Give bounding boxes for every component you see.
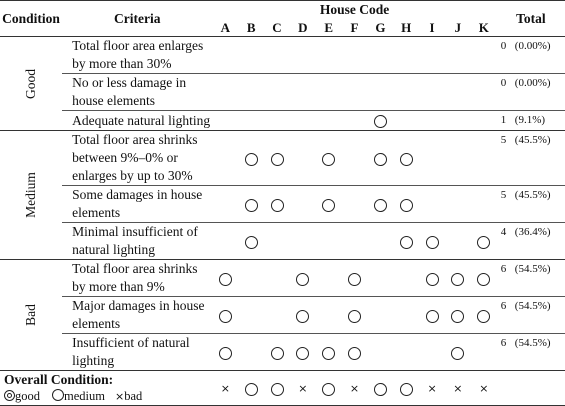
house-cell-b bbox=[238, 37, 264, 74]
circle-mark-icon bbox=[374, 199, 387, 212]
house-code-a: A bbox=[212, 19, 238, 37]
circle-mark-icon bbox=[374, 383, 387, 396]
total-percent: (45.5%) bbox=[514, 134, 551, 146]
criteria-cell: Some damages in house elements bbox=[62, 186, 212, 223]
house-code-g: G bbox=[367, 19, 393, 37]
circle-mark-icon bbox=[219, 347, 232, 360]
total-count: 0 bbox=[500, 40, 507, 52]
house-cell-e bbox=[316, 74, 342, 111]
house-cell-b bbox=[238, 74, 264, 111]
cross-mark-icon: × bbox=[349, 382, 360, 395]
house-cell-e bbox=[316, 131, 342, 186]
house-cell-g bbox=[367, 131, 393, 186]
house-cell-g bbox=[367, 37, 393, 74]
cross-mark-icon: × bbox=[479, 382, 489, 395]
house-cell-j bbox=[445, 297, 471, 334]
cross-mark-icon: × bbox=[298, 382, 308, 395]
total-count: 1 bbox=[500, 114, 507, 126]
house-cell-h bbox=[393, 74, 419, 111]
circle-mark-icon bbox=[477, 273, 490, 286]
house-cell-d bbox=[290, 131, 316, 186]
house-cell-e bbox=[316, 111, 342, 131]
criteria-cell: No or less damage in house elements bbox=[62, 74, 212, 111]
table-row bbox=[0, 111, 565, 131]
house-cell-h bbox=[393, 131, 419, 186]
house-cell-j bbox=[445, 260, 471, 297]
house-cell-e bbox=[316, 260, 342, 297]
circle-mark-icon bbox=[477, 310, 490, 323]
circle-mark-icon bbox=[296, 310, 309, 323]
circle-mark-icon bbox=[296, 347, 309, 360]
house-code-e: E bbox=[316, 19, 342, 37]
total-percent: (54.5%) bbox=[514, 263, 551, 275]
house-cell-f bbox=[342, 297, 368, 334]
house-cell-f bbox=[342, 223, 368, 260]
house-cell-k bbox=[471, 111, 497, 131]
circle-mark-icon bbox=[400, 153, 413, 166]
house-cell-k bbox=[471, 37, 497, 74]
total-count: 6 bbox=[500, 337, 507, 349]
circle-mark-icon bbox=[426, 273, 439, 286]
overall-cell-c bbox=[264, 371, 290, 406]
house-cell-j bbox=[445, 131, 471, 186]
double-circle-icon bbox=[4, 390, 15, 401]
house-cell-c bbox=[264, 74, 290, 111]
circle-mark-icon bbox=[348, 310, 361, 323]
total-count: 5 bbox=[500, 134, 507, 146]
total-count: 6 bbox=[500, 300, 507, 312]
house-cell-g bbox=[367, 297, 393, 334]
circle-mark-icon bbox=[271, 347, 284, 360]
house-cell-g bbox=[367, 334, 393, 371]
house-cell-b bbox=[238, 260, 264, 297]
table-row bbox=[0, 74, 565, 111]
total-cell bbox=[497, 131, 565, 186]
criteria-cell: Total floor area shrinks between 9%–0% or enlarges by up to 30% bbox=[62, 131, 212, 186]
criteria-cell: Minimal insufficient of natural lighting bbox=[62, 223, 212, 260]
circle-mark-icon bbox=[348, 347, 361, 360]
total-header: Total bbox=[497, 1, 565, 37]
criteria-cell: Major damages in house elements bbox=[62, 297, 212, 334]
house-cell-k bbox=[471, 186, 497, 223]
legend-bad: bad bbox=[124, 389, 143, 403]
house-cell-a bbox=[212, 111, 238, 131]
total-cell bbox=[497, 186, 565, 223]
circle-mark-icon bbox=[451, 310, 464, 323]
house-cell-k bbox=[471, 223, 497, 260]
house-cell-a bbox=[212, 334, 238, 371]
house-code-b: B bbox=[238, 19, 264, 37]
house-cell-h bbox=[393, 111, 419, 131]
overall-cell-k bbox=[471, 371, 497, 406]
house-cell-b bbox=[238, 186, 264, 223]
house-cell-c bbox=[264, 260, 290, 297]
house-cell-e bbox=[316, 334, 342, 371]
house-cell-a bbox=[212, 131, 238, 186]
circle-mark-icon bbox=[245, 153, 258, 166]
house-cell-b bbox=[238, 297, 264, 334]
house-cell-b bbox=[238, 131, 264, 186]
circle-mark-icon bbox=[426, 236, 439, 249]
circle-mark-icon bbox=[322, 199, 335, 212]
total-percent: (0.00%) bbox=[514, 77, 551, 89]
house-code-d: D bbox=[290, 19, 316, 37]
house-cell-b bbox=[238, 334, 264, 371]
house-cell-i bbox=[419, 260, 445, 297]
criteria-cell: Insufficient of natural lighting bbox=[62, 334, 212, 371]
house-cell-h bbox=[393, 334, 419, 371]
condition-group-bad bbox=[0, 260, 62, 371]
total-cell bbox=[497, 334, 565, 371]
house-code-k: K bbox=[471, 19, 497, 37]
house-cell-d bbox=[290, 260, 316, 297]
house-cell-a bbox=[212, 223, 238, 260]
overall-cell-j bbox=[445, 371, 471, 406]
circle-mark-icon bbox=[400, 236, 413, 249]
total-percent: (36.4%) bbox=[514, 226, 551, 238]
circle-mark-icon bbox=[245, 383, 258, 396]
house-cell-c bbox=[264, 223, 290, 260]
house-cell-i bbox=[419, 223, 445, 260]
circle-mark-icon bbox=[245, 199, 258, 212]
circle-mark-icon bbox=[426, 310, 439, 323]
house-cell-a bbox=[212, 37, 238, 74]
overall-cell-e bbox=[316, 371, 342, 406]
total-percent: (0.00%) bbox=[514, 40, 551, 52]
circle-mark-icon bbox=[245, 236, 258, 249]
house-cell-f bbox=[342, 186, 368, 223]
overall-legend bbox=[0, 388, 212, 405]
house-cell-f bbox=[342, 334, 368, 371]
circle-mark-icon bbox=[477, 236, 490, 249]
house-cell-j bbox=[445, 74, 471, 111]
total-percent: (54.5%) bbox=[514, 337, 551, 349]
cross-mark-icon: × bbox=[427, 382, 437, 395]
circle-mark-icon bbox=[451, 273, 464, 286]
circle-mark-icon bbox=[271, 383, 284, 396]
house-cell-i bbox=[419, 74, 445, 111]
house-cell-j bbox=[445, 111, 471, 131]
total-cell bbox=[497, 223, 565, 260]
condition-label: Medium bbox=[23, 172, 39, 218]
criteria-cell: Total floor area shrinks by more than 9% bbox=[62, 260, 212, 297]
house-cell-k bbox=[471, 74, 497, 111]
total-cell bbox=[497, 111, 565, 131]
legend-good: good bbox=[15, 389, 40, 403]
condition-label: Good bbox=[23, 68, 39, 99]
overall-total-cell bbox=[497, 371, 565, 406]
house-cell-a bbox=[212, 74, 238, 111]
house-cell-c bbox=[264, 297, 290, 334]
criteria-header: Criteria bbox=[62, 1, 212, 37]
house-cell-f bbox=[342, 260, 368, 297]
overall-cell-i bbox=[419, 371, 445, 406]
house-cell-d bbox=[290, 223, 316, 260]
house-cell-f bbox=[342, 74, 368, 111]
overall-cell-g bbox=[367, 371, 393, 406]
total-cell bbox=[497, 297, 565, 334]
circle-mark-icon bbox=[322, 153, 335, 166]
house-cell-i bbox=[419, 131, 445, 186]
house-code-f: F bbox=[342, 19, 368, 37]
house-cell-e bbox=[316, 186, 342, 223]
circle-mark-icon bbox=[400, 383, 413, 396]
total-count: 0 bbox=[500, 77, 507, 89]
condition-label: Bad bbox=[23, 304, 39, 326]
house-cell-c bbox=[264, 186, 290, 223]
house-cell-g bbox=[367, 223, 393, 260]
house-cell-f bbox=[342, 111, 368, 131]
table-row bbox=[0, 223, 565, 260]
total-cell bbox=[497, 74, 565, 111]
table-row bbox=[0, 297, 565, 334]
house-cell-a bbox=[212, 297, 238, 334]
overall-cell-d bbox=[290, 371, 316, 406]
house-cell-d bbox=[290, 74, 316, 111]
house-cell-e bbox=[316, 223, 342, 260]
house-cell-k bbox=[471, 334, 497, 371]
house-cell-d bbox=[290, 297, 316, 334]
criteria-cell: Total floor area enlarges by more than 30% bbox=[62, 37, 212, 74]
house-cell-k bbox=[471, 131, 497, 186]
overall-cell-b bbox=[238, 371, 264, 406]
circle-mark-icon bbox=[374, 153, 387, 166]
house-cell-f bbox=[342, 131, 368, 186]
house-cell-a bbox=[212, 186, 238, 223]
total-percent: (45.5%) bbox=[514, 189, 551, 201]
house-code-header: House Code bbox=[212, 1, 496, 20]
house-cell-g bbox=[367, 186, 393, 223]
house-cell-e bbox=[316, 297, 342, 334]
house-cell-i bbox=[419, 111, 445, 131]
house-cell-h bbox=[393, 37, 419, 74]
overall-cell-f bbox=[342, 371, 368, 406]
house-cell-g bbox=[367, 74, 393, 111]
circle-icon bbox=[52, 389, 64, 401]
house-cell-d bbox=[290, 186, 316, 223]
house-cell-c bbox=[264, 334, 290, 371]
house-cell-c bbox=[264, 111, 290, 131]
house-cell-c bbox=[264, 131, 290, 186]
house-cell-b bbox=[238, 223, 264, 260]
condition-group-good bbox=[0, 37, 62, 131]
house-code-i: I bbox=[419, 19, 445, 37]
overall-cell-h bbox=[393, 371, 419, 406]
table-row bbox=[0, 186, 565, 223]
overall-condition-row bbox=[0, 371, 565, 406]
house-cell-h bbox=[393, 297, 419, 334]
overall-condition-title: Overall Condition: bbox=[4, 372, 114, 387]
house-cell-j bbox=[445, 334, 471, 371]
table-row bbox=[0, 131, 565, 186]
house-cell-j bbox=[445, 37, 471, 74]
house-cell-h bbox=[393, 186, 419, 223]
table-row bbox=[0, 37, 565, 74]
house-cell-e bbox=[316, 37, 342, 74]
house-cell-i bbox=[419, 334, 445, 371]
overall-condition-cell bbox=[0, 371, 212, 406]
house-cell-f bbox=[342, 37, 368, 74]
criteria-cell: Adequate natural lighting bbox=[62, 111, 212, 131]
legend-medium: medium bbox=[64, 389, 105, 403]
house-cell-h bbox=[393, 223, 419, 260]
cross-icon: × bbox=[114, 390, 125, 403]
house-cell-b bbox=[238, 111, 264, 131]
total-count: 6 bbox=[500, 263, 507, 275]
house-cell-g bbox=[367, 111, 393, 131]
house-code-h: H bbox=[393, 19, 419, 37]
house-cell-k bbox=[471, 260, 497, 297]
total-count: 5 bbox=[500, 189, 507, 201]
table-row bbox=[0, 334, 565, 371]
total-cell bbox=[497, 260, 565, 297]
cross-mark-icon: × bbox=[453, 382, 463, 395]
house-cell-i bbox=[419, 186, 445, 223]
circle-mark-icon bbox=[271, 153, 284, 166]
house-cell-a bbox=[212, 260, 238, 297]
house-code-c: C bbox=[264, 19, 290, 37]
circle-mark-icon bbox=[296, 273, 309, 286]
total-percent: (9.1%) bbox=[514, 114, 546, 126]
house-cell-c bbox=[264, 37, 290, 74]
table-row bbox=[0, 260, 565, 297]
house-cell-i bbox=[419, 297, 445, 334]
overall-cell-a bbox=[212, 371, 238, 406]
total-count: 4 bbox=[500, 226, 507, 238]
house-cell-j bbox=[445, 186, 471, 223]
house-cell-k bbox=[471, 297, 497, 334]
total-percent: (54.5%) bbox=[514, 300, 551, 312]
circle-mark-icon bbox=[451, 347, 464, 360]
circle-mark-icon bbox=[219, 310, 232, 323]
house-code-j: J bbox=[445, 19, 471, 37]
house-cell-d bbox=[290, 111, 316, 131]
house-cell-h bbox=[393, 260, 419, 297]
house-cell-d bbox=[290, 37, 316, 74]
house-cell-i bbox=[419, 37, 445, 74]
circle-mark-icon bbox=[322, 383, 335, 396]
circle-mark-icon bbox=[374, 115, 387, 128]
house-cell-d bbox=[290, 334, 316, 371]
circle-mark-icon bbox=[219, 273, 232, 286]
condition-group-medium bbox=[0, 131, 62, 260]
cross-mark-icon: × bbox=[220, 382, 230, 395]
circle-mark-icon bbox=[400, 199, 413, 212]
condition-header: Condition bbox=[0, 1, 62, 37]
circle-mark-icon bbox=[348, 273, 361, 286]
total-cell bbox=[497, 37, 565, 74]
house-cell-j bbox=[445, 223, 471, 260]
circle-mark-icon bbox=[271, 199, 284, 212]
house-cell-g bbox=[367, 260, 393, 297]
circle-mark-icon bbox=[322, 347, 335, 360]
